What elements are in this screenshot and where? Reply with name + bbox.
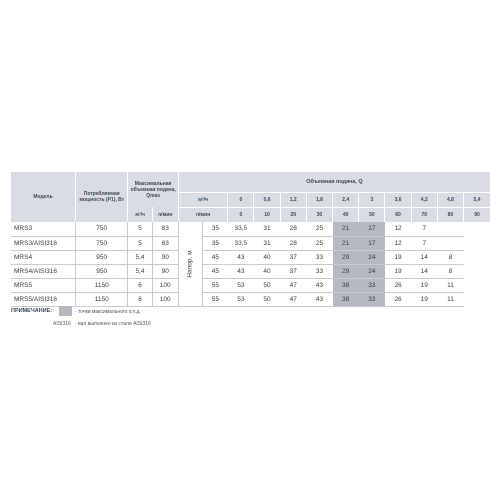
head-value-cell: 37 [280, 264, 306, 278]
power-cell: 750 [76, 236, 128, 250]
head-value-cell: 31 [254, 222, 280, 236]
head-value-cell: 29 [333, 250, 359, 264]
head-value-cell: 19 [385, 250, 411, 264]
aisi-note: - вал выполнен из стали AISI316 [75, 321, 151, 327]
head-value-cell: 8 [437, 250, 463, 264]
power-header: Потребляемая мощность (P1), Вт [76, 172, 128, 222]
notes-title: ПРИМЕЧАНИЕ: [11, 308, 53, 314]
head-value-cell: 19 [411, 292, 437, 306]
head-value-cell: 12 [385, 222, 411, 236]
table-row [11, 278, 490, 292]
qmax-unit-m3h: м³/ч [128, 207, 152, 222]
head-value-cell: 40 [254, 250, 280, 264]
model-header: Модель [11, 172, 76, 222]
head-value-cell: 47 [280, 278, 306, 292]
power-cell: 1150 [76, 278, 128, 292]
head-value-cell: 43 [306, 292, 332, 306]
max-flow-header: Максимальная объемная подача, Qmax [128, 172, 178, 207]
qmax-lmin-cell: 83 [152, 236, 178, 250]
flow-m3h-header: 0,6 [254, 192, 280, 207]
head-value-cell: 12 [385, 236, 411, 250]
aisi-key: AISI316 [53, 321, 71, 327]
table-row [11, 222, 490, 236]
table-row [11, 250, 490, 264]
head-value-cell: 53 [228, 292, 254, 306]
head-value-cell: 55 [203, 292, 228, 306]
qmax-lmin-cell: 100 [152, 292, 178, 306]
model-cell: MRS4/AISI316 [11, 264, 76, 278]
flow-unit-lmin: л/мин [178, 207, 227, 222]
max-efficiency-swatch [59, 306, 72, 316]
head-value-cell: 26 [385, 278, 411, 292]
flow-m3h-header: 4,2 [411, 192, 437, 207]
head-value-cell: 33,5 [228, 236, 254, 250]
head-value-cell: 26 [385, 292, 411, 306]
head-value-cell: 25 [306, 236, 332, 250]
flow-lmin-header: 90 [464, 207, 490, 222]
table-row [11, 264, 490, 278]
head-value-cell: 33,5 [228, 222, 254, 236]
flow-m3h-header: 1,2 [280, 192, 306, 207]
performance-table-container [11, 172, 490, 307]
flow-lmin-header: 70 [411, 207, 437, 222]
flow-lmin-header: 50 [359, 207, 385, 222]
head-value-cell: 19 [385, 264, 411, 278]
head-value-cell: 24 [359, 264, 385, 278]
head-value-cell: 35 [203, 236, 228, 250]
head-label-cell [178, 222, 202, 306]
qmax-m3h-cell: 6 [128, 292, 152, 306]
power-cell: 950 [76, 250, 128, 264]
flow-lmin-header: 10 [254, 207, 280, 222]
model-cell: MRS3 [11, 222, 76, 236]
head-value-cell: 53 [228, 278, 254, 292]
head-value-cell: 33 [359, 278, 385, 292]
head-value-cell: 31 [254, 236, 280, 250]
head-value-cell: 43 [228, 250, 254, 264]
head-value-cell: 11 [437, 292, 463, 306]
flow-m3h-header: 2,4 [333, 192, 359, 207]
power-cell: 750 [76, 222, 128, 236]
head-value-cell: 11 [437, 278, 463, 292]
qmax-m3h-cell: 5 [128, 236, 152, 250]
flow-lmin-header: 30 [306, 207, 332, 222]
flow-lmin-header: 20 [280, 207, 306, 222]
head-value-cell: 38 [333, 292, 359, 306]
head-value-cell: 19 [411, 278, 437, 292]
head-value-cell: 43 [228, 264, 254, 278]
flow-m3h-header: 4,8 [437, 192, 463, 207]
flow-unit-m3h: м³/ч [178, 192, 227, 207]
head-value-cell: 29 [333, 264, 359, 278]
model-cell: MRS5/AISI316 [11, 292, 76, 306]
head-value-cell: 47 [280, 292, 306, 306]
head-value-cell: 45 [203, 264, 228, 278]
flow-lmin-header: 40 [333, 207, 359, 222]
qmax-lmin-cell: 90 [152, 264, 178, 278]
qmax-unit-lmin: л/мин [152, 207, 178, 222]
table-row [11, 292, 490, 306]
flow-lmin-header: 0 [228, 207, 254, 222]
head-value-cell [437, 236, 463, 250]
notes-section [11, 306, 490, 330]
head-value-cell: 38 [333, 278, 359, 292]
head-value-cell: 40 [254, 264, 280, 278]
head-value-cell: 33 [306, 264, 332, 278]
head-value-cell: 33 [359, 292, 385, 306]
power-cell: 950 [76, 264, 128, 278]
model-cell: MRS5 [11, 278, 76, 292]
flow-m3h-header: 3,6 [385, 192, 411, 207]
qmax-m3h-cell: 6 [128, 278, 152, 292]
head-value-cell: 50 [254, 278, 280, 292]
head-value-cell: 14 [411, 250, 437, 264]
head-value-cell: 33 [306, 250, 332, 264]
model-cell: MRS4 [11, 250, 76, 264]
head-value-cell: 17 [359, 222, 385, 236]
head-value-cell: 14 [411, 264, 437, 278]
head-value-cell: 17 [359, 236, 385, 250]
head-value-cell: 24 [359, 250, 385, 264]
qmax-m3h-cell: 5 [128, 222, 152, 236]
qmax-lmin-cell: 90 [152, 250, 178, 264]
flow-m3h-header: 0 [228, 192, 254, 207]
head-value-cell: 55 [203, 278, 228, 292]
flow-m3h-header: 3 [359, 192, 385, 207]
power-cell: 1150 [76, 292, 128, 306]
qmax-lmin-cell: 83 [152, 222, 178, 236]
head-value-cell: 21 [333, 222, 359, 236]
head-value-cell: 50 [254, 292, 280, 306]
head-value-cell: 45 [203, 250, 228, 264]
flow-lmin-header: 60 [385, 207, 411, 222]
performance-table [11, 172, 490, 307]
model-cell: MRS3/AISI316 [11, 236, 76, 250]
qmax-m3h-cell: 5,4 [128, 250, 152, 264]
head-value-cell: 21 [333, 236, 359, 250]
head-label: Напор, м [186, 250, 194, 278]
head-value-cell: 25 [306, 222, 332, 236]
head-value-cell: 28 [280, 222, 306, 236]
flow-lmin-header: 80 [437, 207, 463, 222]
qmax-m3h-cell: 5,4 [128, 264, 152, 278]
head-value-cell: 37 [280, 250, 306, 264]
flow-title-header: Объемная подача, Q [178, 172, 490, 192]
flow-m3h-header: 1,8 [306, 192, 332, 207]
head-value-cell: 28 [280, 236, 306, 250]
head-value-cell: 35 [203, 222, 228, 236]
head-value-cell: 7 [411, 236, 437, 250]
table-row [11, 236, 490, 250]
max-efficiency-note: - точки максимального к.п.д. [75, 309, 141, 315]
head-value-cell: 7 [411, 222, 437, 236]
head-value-cell: 8 [437, 264, 463, 278]
head-value-cell [437, 222, 463, 236]
head-value-cell: 43 [306, 278, 332, 292]
flow-m3h-header: 5,4 [464, 192, 490, 207]
qmax-lmin-cell: 100 [152, 278, 178, 292]
